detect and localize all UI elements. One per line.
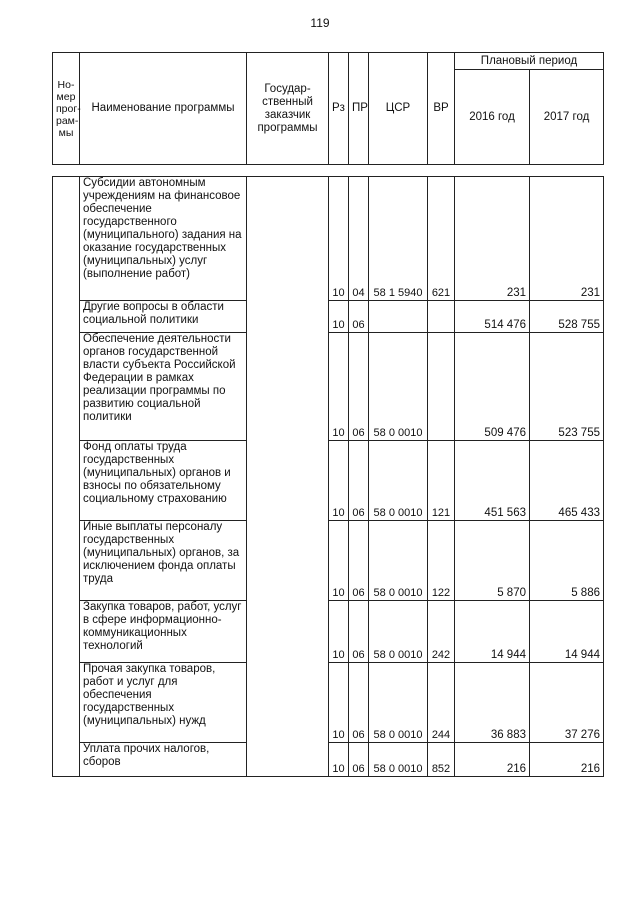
row-2017: 465 433: [530, 441, 604, 521]
row-vr: 122: [428, 521, 455, 601]
row-rz: 10: [329, 663, 349, 743]
row-2017: 216: [530, 743, 604, 777]
page-number: 119: [310, 16, 330, 30]
row-pr: 06: [349, 301, 369, 333]
header-vr: ВР: [428, 53, 455, 165]
row-program-name: Прочая закупка товаров, работ и услуг для обеспечения государственных (муниципальных) нужд: [80, 663, 247, 743]
row-vr: 121: [428, 441, 455, 521]
header-planned-period: Плановый период: [455, 53, 604, 70]
row-2016: 451 563: [455, 441, 530, 521]
row-vr: 244: [428, 663, 455, 743]
row-vr: 621: [428, 177, 455, 301]
row-rz: 10: [329, 601, 349, 663]
row-csr: 58 0 0010: [369, 521, 428, 601]
row-rz: 10: [329, 177, 349, 301]
header-state-customer: Государ- ственный заказчик программы: [247, 53, 329, 165]
row-pr: 04: [349, 177, 369, 301]
row-pr: 06: [349, 521, 369, 601]
header-pr: ПР: [349, 53, 369, 165]
row-vr: [428, 333, 455, 441]
row-2017: 523 755: [530, 333, 604, 441]
row-vr: 242: [428, 601, 455, 663]
table-row: [53, 743, 604, 777]
header-csr: ЦСР: [369, 53, 428, 165]
table-row: [53, 521, 604, 601]
row-rz: 10: [329, 441, 349, 521]
row-vr: 852: [428, 743, 455, 777]
header-rz: Рз: [329, 53, 349, 165]
header-year-2016: 2016 год: [455, 70, 530, 165]
program-number-cell: [53, 177, 80, 777]
header-program-name: Наименование программы: [80, 53, 247, 165]
row-2016: 231: [455, 177, 530, 301]
row-rz: 10: [329, 743, 349, 777]
row-csr: 58 0 0010: [369, 663, 428, 743]
row-rz: 10: [329, 301, 349, 333]
row-program-name: Обеспечение деятельности органов государственной власти субъекта Российской Федерации в рамках реализации программы по развитию социальной политики: [80, 333, 247, 441]
row-rz: 10: [329, 521, 349, 601]
row-csr: 58 0 0010: [369, 743, 428, 777]
row-pr: 06: [349, 441, 369, 521]
budget-body-table: [52, 176, 604, 777]
row-pr: 06: [349, 333, 369, 441]
state-customer-cell: [247, 177, 329, 777]
row-program-name: Фонд оплаты труда государственных (муниципальных) органов и взносы по обязательному социальному страхованию: [80, 441, 247, 521]
row-csr: 58 0 0010: [369, 441, 428, 521]
row-program-name: Иные выплаты персоналу государственных (муниципальных) органов, за исключением фонда оплаты труда: [80, 521, 247, 601]
row-csr: [369, 301, 428, 333]
row-csr: 58 0 0010: [369, 601, 428, 663]
row-2017: 528 755: [530, 301, 604, 333]
row-csr: 58 0 0010: [369, 333, 428, 441]
row-2016: 14 944: [455, 601, 530, 663]
row-2017: 37 276: [530, 663, 604, 743]
row-2016: 5 870: [455, 521, 530, 601]
row-program-name: Другие вопросы в области социальной политики: [80, 301, 247, 333]
row-2017: 231: [530, 177, 604, 301]
table-row: [53, 177, 604, 301]
row-pr: 06: [349, 663, 369, 743]
row-2017: 5 886: [530, 521, 604, 601]
table-row: [53, 663, 604, 743]
table-row: [53, 441, 604, 521]
row-2016: 514 476: [455, 301, 530, 333]
header-program-number: Но- мер прог- рам- мы: [53, 53, 80, 165]
header-year-2017: 2017 год: [530, 70, 604, 165]
row-2016: 509 476: [455, 333, 530, 441]
row-program-name: Закупка товаров, работ, услуг в сфере информационно-коммуникационных технологий: [80, 601, 247, 663]
row-vr: [428, 301, 455, 333]
row-pr: 06: [349, 743, 369, 777]
table-row: [53, 301, 604, 333]
row-2016: 36 883: [455, 663, 530, 743]
row-program-name: Уплата прочих налогов, сборов: [80, 743, 247, 777]
row-csr: 58 1 5940: [369, 177, 428, 301]
table-row: [53, 333, 604, 441]
row-2016: 216: [455, 743, 530, 777]
row-program-name: Субсидии автономным учреждениям на финансовое обеспечение государственного (муниципального) задания на оказание государственных (муниципальных) услуг (выполнение работ): [80, 177, 247, 301]
row-2017: 14 944: [530, 601, 604, 663]
budget-table: [52, 52, 604, 165]
row-rz: 10: [329, 333, 349, 441]
row-pr: 06: [349, 601, 369, 663]
table-row: [53, 601, 604, 663]
